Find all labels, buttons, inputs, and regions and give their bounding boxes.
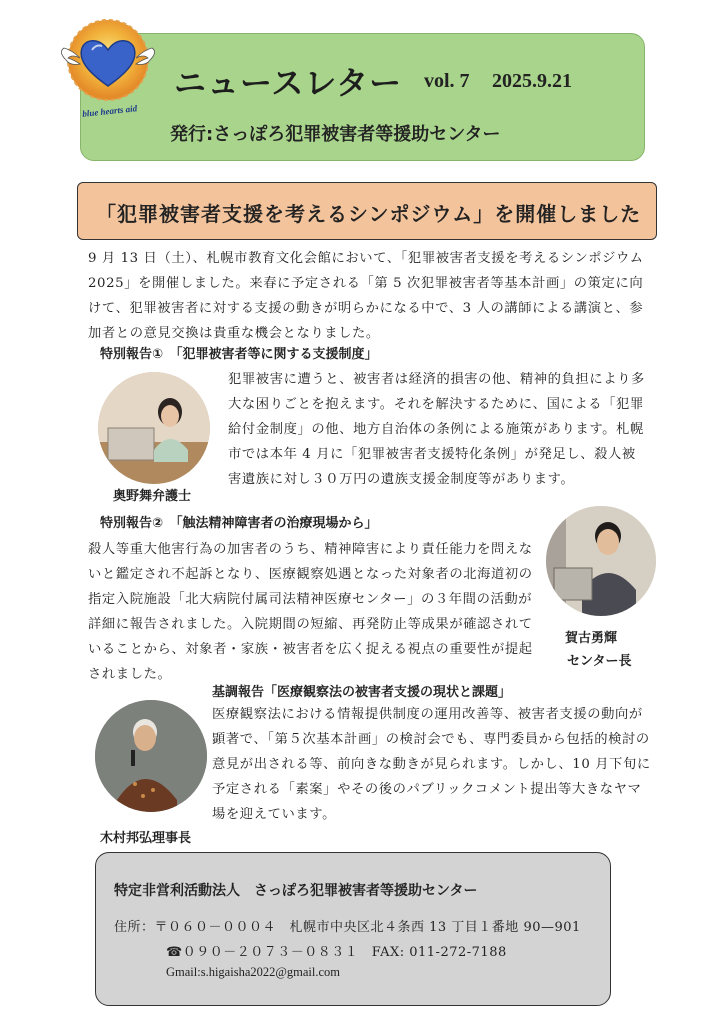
address: 住所：〒０６０－０００４ 札幌市中央区北４条西 13 丁目１番地 90—901	[114, 920, 581, 935]
volume-number: vol. 7	[424, 70, 470, 92]
speaker-photo-kako	[546, 506, 656, 616]
blue-hearts-aid-logo	[58, 14, 158, 124]
logo-text: blue hearts aid	[81, 103, 138, 119]
report-2-title: 特別報告② 「触法精神障害者の治療現場から」	[100, 516, 378, 531]
report-3-text: 医療観察法における情報提供制度の運用改善等、被害者支援の動向が顕著で、「第５次基本計画」の検討会でも、専門委員から包括的検討の意見が出される等、前向きな動きが見られます。しかし、10 月下旬に予定される「素案」やその後のパブリックコメント提出等大きなヤマ場を迎えています。	[212, 707, 651, 822]
organization-name: 特定非営利活動法人 さっぽろ犯罪被害者等援助センター	[114, 883, 478, 899]
speaker-photo-okuno	[98, 372, 210, 484]
newsletter-title: ニュースレター	[174, 64, 403, 102]
speaker-name-kimura: 木村邦弘理事長	[100, 831, 192, 846]
speaker-photo-kimura	[95, 700, 207, 812]
intro-paragraph: 9 月 13 日（土）、札幌市教育文化会館において、「犯罪被害者支援を考えるシンポジウム 2025」を開催しました。来春に予定される「第 5 次犯罪被害者等基本計画」の策定に向けて、犯罪被害者に対する支援の動きが明らかになる中で、3 人の講師による講演と、参加者との意見交換は貴重な機会となりました。	[88, 251, 644, 341]
headline: 「犯罪被害者支援を考えるシンポジウム」を開催しました	[96, 202, 642, 226]
speaker-name-kako: 賀古勇輝	[565, 631, 618, 646]
speaker-title-kako: センター長	[567, 654, 632, 669]
report-1-title: 特別報告① 「犯罪被害者等に関する支援制度」	[100, 347, 378, 362]
phone-fax: ☎０９０－２０７３－０８３１ FAX: 011-272-7188	[166, 945, 507, 960]
report-3-title: 基調報告「医療観察法の被害者支援の現状と課題」	[212, 685, 512, 700]
issue-date: 2025.9.21	[492, 70, 572, 92]
report-1-text: 犯罪被害に遭うと、被害者は経済的損害の他、精神的負担により多大な困りごとを抱えます。それを解決するために、国による「犯罪給付金制度」の他、地方自治体の条例による施策があります。札幌市では本年 4 月に「犯罪被害者支援特化条例」が発足し、殺人被害遺族に対し３０万円の遺族支援金制度等があります。	[228, 372, 645, 487]
report-2-text: 殺人等重大他害行為の加害者のうち、精神障害により責任能力を問えないと鑑定され不起訴となり、医療観察処遇となった対象者の北海道初の指定入院施設「北大病院付属司法精神医療センター」の３年間の活動が詳細に報告されました。入院期間の短縮、再発防止等成果が確認されていることから、対象者・家族・被害者を広く捉える視点の重要性が提起されました。	[88, 542, 533, 682]
publisher-line: 発行:さっぽろ犯罪被害者等援助センター	[170, 124, 501, 145]
email-address[interactable]: Gmail:s.higaisha2022@gmail.com	[166, 965, 340, 979]
speaker-name-okuno: 奥野舞弁護士	[113, 489, 192, 504]
